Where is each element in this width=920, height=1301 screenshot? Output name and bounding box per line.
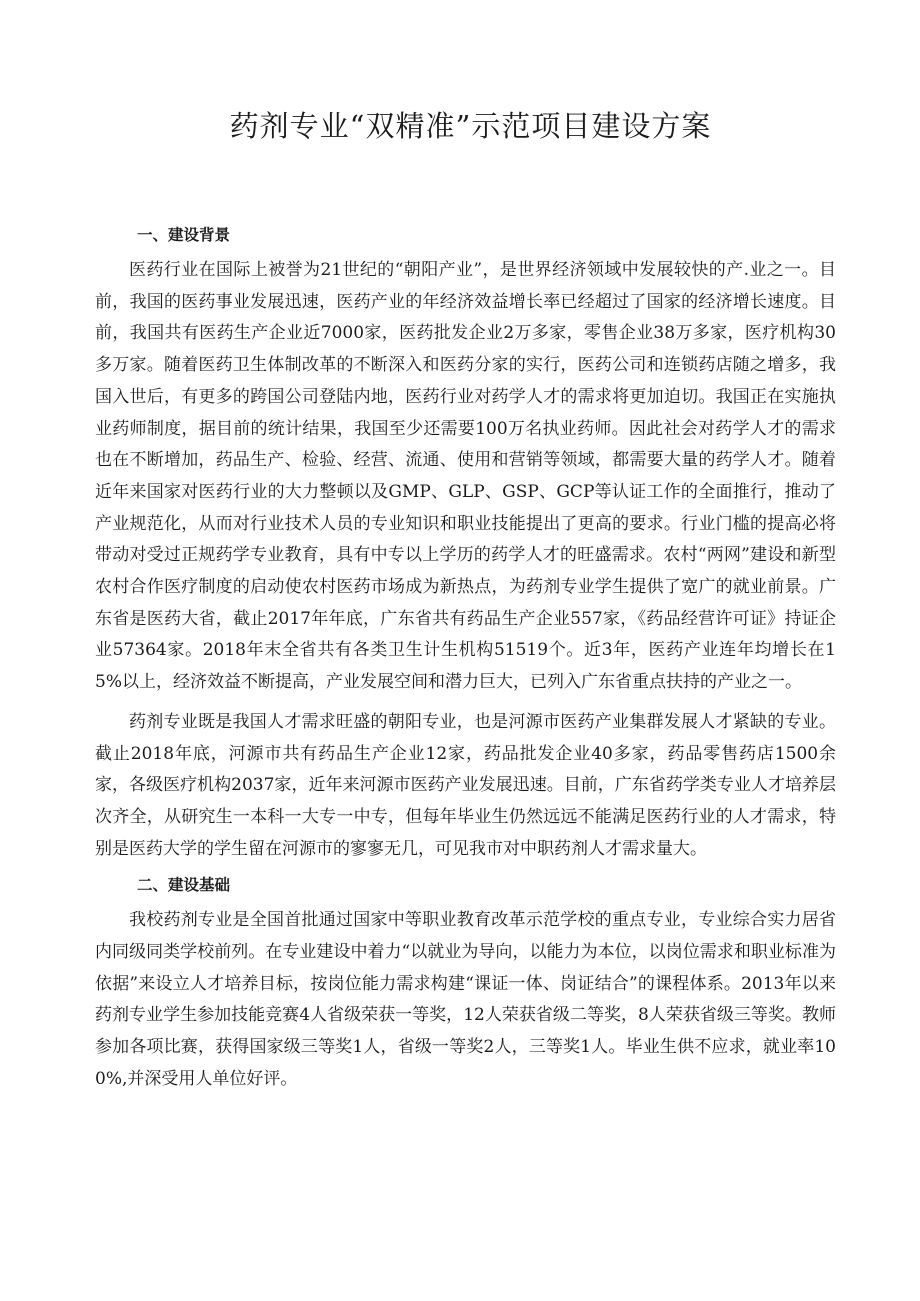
- section-heading: 一、建设背景: [137, 226, 231, 244]
- document-title: 药剂专业“双精准”示范项目建设方案: [229, 109, 712, 143]
- section-background: [95, 223, 836, 865]
- paragraph: 我校药剂专业是全国首批通过国家中等职业教育改革示范学校的重点专业，专业综合实力居省内同级同类学校前列。在专业建设中着力“以就业为导向，以能力为本位，以岗位需求和职业标准为依据”来设立人才培养目标，按岗位能力需求构建“课证一体、岗证结合”的课程体系。2013年以来药剂专业学生参加技能竞赛4人省级荣获一等奖，12人荣获省级二等奖，8人荣获省级三等奖。教师参加各项比赛，获得国家级三等奖1人，省级一等奖2人，三等奖1人。毕业生供不应求，就业率100%,并深受用人单位好评。: [95, 910, 836, 1089]
- paragraph: 医药行业在国际上被誉为21世纪的“朝阳产业”，是世界经济领域中发展较快的产.业之一。目前，我国的医药事业发展迅速，医药产业的年经济效益增长率已经超过了国家的经济增长速度。目前，我国共有医药生产企业近7000家，医药批发企业2万多家，零售企业38万多家，医疗机构30多万家。随着医药卫生体制改革的不断深入和医药分家的实行，医药公司和连锁药店随之增多，我国入世后，有更多的跨国公司登陆内地，医药行业对药学人才的需求将更加迫切。我国正在实施执业药师制度，据目前的统计结果，我国至少还需要100万名执业药师。因此社会对药学人才的需求也在不断增加，药品生产、检验、经营、流通、使用和营销等领域，都需要大量的药学人才。随着近年来国家对医药行业的大力整顿以及GMP、GLP、GSP、GCP等认证工作的全面推行，推动了产业规范化，从而对行业技术人员的专业知识和职业技能提出了更高的要求。行业门槛的提高必将带动对受过正规药学专业教育，具有中专以上学历的药学人才的旺盛需求。农村“两网”建设和新型农村合作医疗制度的启动使农村医药市场成为新热点，为药剂专业学生提供了宽广的就业前景。广东省是医药大省，截止2017年年底，广东省共有药品生产企业557家，《药品经营许可证》持证企业57364家。2018年末全省共有各类卫生计生机构51519个。近3年，医药产业连年均增长在15%以上，经济效益不断提高，产业发展空间和潜力巨大，已列入广东省重点扶持的产业之一。: [95, 260, 836, 693]
- section-foundation: [95, 873, 836, 1095]
- paragraph: 药剂专业既是我国人才需求旺盛的朝阳专业，也是河源市医药产业集群发展人才紧缺的专业。截止2018年底，河源市共有药品生产企业12家，药品批发企业40多家，药品零售药店1500余家，各级医疗机构2037家，近年来河源市医药产业发展迅速。目前，广东省药学类专业人才培养层次齐全，从研究生一本科一大专一中专，但每年毕业生仍然远远不能满足医药行业的人才需求，特别是医药大学的学生留在河源市的寥寥无几，可见我市对中职药剂人才需求量大。: [95, 711, 836, 859]
- section-heading: 二、建设基础: [137, 876, 231, 895]
